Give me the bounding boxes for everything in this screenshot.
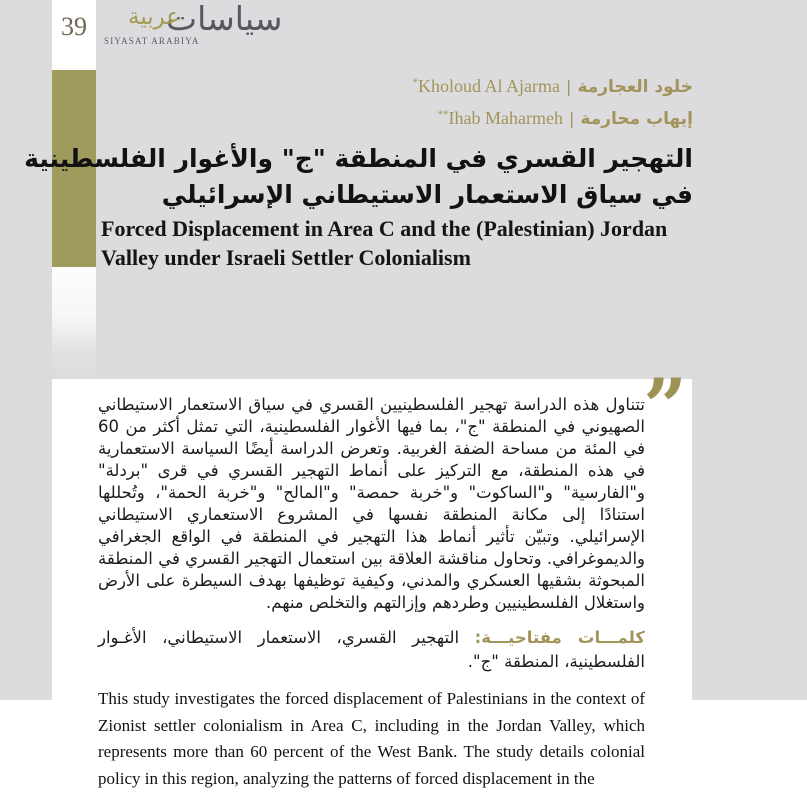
author-line-1 bbox=[413, 76, 693, 97]
article-title-english bbox=[101, 214, 681, 272]
abstract-card bbox=[52, 362, 692, 788]
author-2-latin-name: Ihab Maharmeh bbox=[448, 108, 563, 128]
author-2-separator: | bbox=[569, 109, 575, 128]
author-1-footnote-marker: * bbox=[412, 76, 419, 89]
author-1-latin-name: Kholoud Al Ajarma bbox=[418, 76, 561, 96]
page-number-strip bbox=[52, 0, 96, 70]
abstract-english: This study investigates the forced displacement of Palestinians in the context of Zionist settler colonialism in Area C, including in the Jordan Valley, which represents more than 60 percent of the West Bank. The study details colonial policy in this region, analyzing the patterns of forced displacement in the bbox=[98, 689, 645, 788]
journal-logo-latin: SIYASAT ARABIYA bbox=[104, 36, 200, 46]
abstract-arabic: تتناول هذه الدراسة تهجير الفلسطينيين القسري في سياق الاستعمار الاستيطاني الصهيوني في المنطقة "ج"، بما فيها الأغوار الفلسطينية، التي تمثل أكثر من 60 في المئة من مساحة الضفة الغربية. وتعرض الدراسة أيضًا السياسة الاستعمارية في هذه المنطقة، مع التركيز على أنماط التهجير القسري في قرى "بردلة" و"الفارسية" و"الساكوت" و"خربة حمصة" و"المالح" و"خربة الحمة"، وتُحللها استنادًا إلى مكانة المنطقة نفسها في المشروع الاستعماري الاستيطاني الإسرائيلي. وتبيّن تأثير أنماط هذا التهجير في المنطقة في الواقع الجغرافي والديموغرافي. وتحاول مناقشة العلاقة بين استعمال التهجير القسري في المنطقة المبحوثة بشقيها العسكري والمدني، وكيفية توظيفها بهدف السيطرة على الأرض واستغلال الفلسطينيين وطردهم وإزالتهم والتخلص منهم. bbox=[98, 395, 645, 612]
journal-logo bbox=[104, 0, 284, 51]
quote-icon: ” bbox=[643, 362, 687, 451]
keywords-label: كلمـــات مفتاحيـــة: bbox=[474, 628, 645, 647]
journal-logo-arabic-accent: عربية bbox=[128, 4, 181, 30]
accent-bar-fade bbox=[52, 267, 96, 375]
page-number: 39 bbox=[61, 12, 87, 41]
journal-logo-arabic-main: سياسات bbox=[166, 0, 283, 38]
author-2-footnote-marker: ** bbox=[437, 108, 449, 121]
author-1-arabic-name: خلود العجارمة bbox=[577, 77, 693, 97]
article-title-arabic-line1: التهجير القسري في المنطقة "ج" والأغوار الفلسطينية bbox=[24, 144, 693, 173]
article-title-arabic-line2: في سياق الاستعمار الاستيطاني الإسرائيلي bbox=[161, 180, 693, 209]
article-title-english-line2: Valley under Israeli Settler Colonialism bbox=[101, 245, 471, 270]
author-1-separator: | bbox=[566, 77, 572, 96]
author-block bbox=[413, 76, 693, 140]
article-title-arabic bbox=[24, 141, 693, 213]
article-title-english-line1: Forced Displacement in Area C and the (Palestinian) Jordan bbox=[101, 216, 668, 241]
author-2-arabic-name: إيهاب محارمة bbox=[580, 109, 693, 129]
keywords-text: التهجير القسري، الاستعمار الاستيطاني، الأغـوار الفلسطينية، المنطقة "ج". bbox=[98, 628, 645, 671]
keywords-line bbox=[98, 626, 645, 674]
author-line-2 bbox=[413, 108, 693, 129]
